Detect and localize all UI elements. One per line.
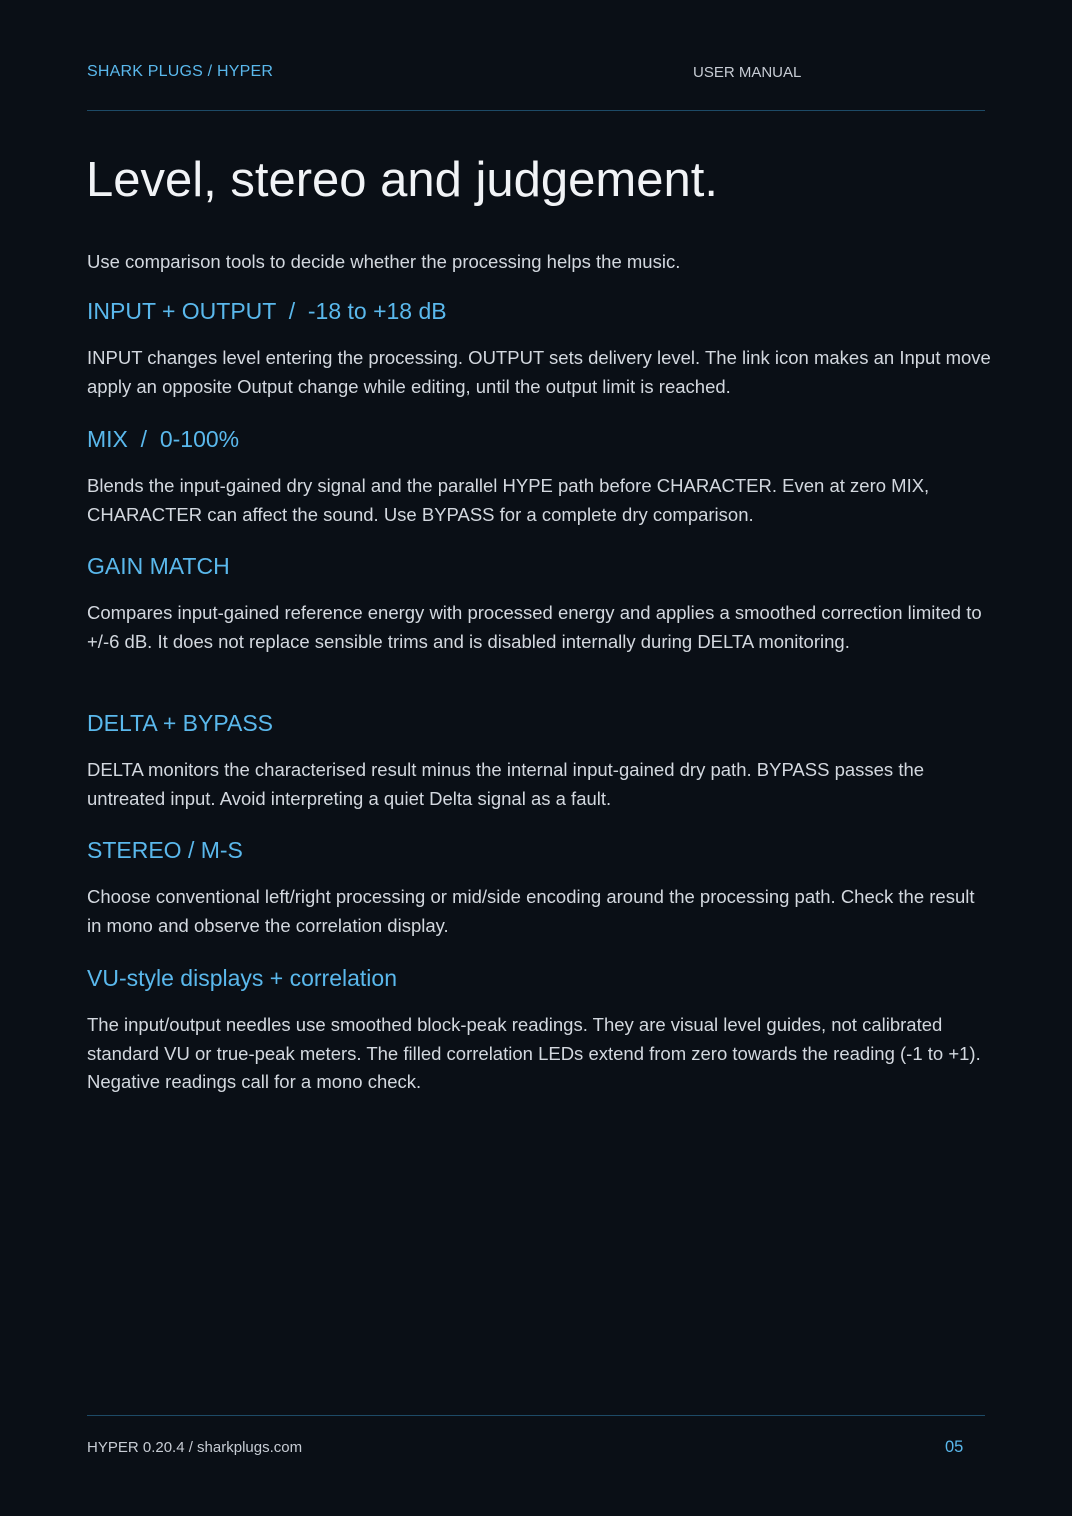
page-number: 05 — [945, 1438, 964, 1456]
section-body-mix: Blends the input-gained dry signal and the parallel HYPE path before CHARACTER. Even at zero MIX, CHARACTER can affect the sound. Use BYPASS for a complete dry comparison. — [87, 475, 930, 525]
section-heading-vu-correlation: VU-style displays + correlation — [87, 965, 397, 991]
section-heading-gain-match: GAIN MATCH — [87, 553, 230, 579]
section-heading-stereo-ms: STEREO / M-S — [87, 837, 243, 863]
section-heading-delta-bypass: DELTA + BYPASS — [87, 710, 273, 736]
section-body-vu-correlation: The input/output needles use smoothed block-peak readings. They are visual level guides, not calibrated standard VU or true-peak meters. The filled correlation LEDs extend from zero towards the reading (-1 to +1). Negative readings call for a mono check. — [87, 1014, 981, 1093]
section-heading-mix: MIX / 0-100% — [87, 426, 240, 452]
running-header-brand: SHARK PLUGS / HYPER — [87, 63, 274, 80]
header-divider — [87, 110, 985, 111]
footer-divider — [87, 1415, 985, 1416]
section-body-stereo-ms: Choose conventional left/right processing or mid/side encoding around the processing path. Check the result in mono and observe the correlation display. — [87, 886, 975, 936]
section-body-gain-match: Compares input-gained reference energy with processed energy and applies a smoothed correction limited to +/-6 dB. It does not replace sensible trims and is disabled internally during DELTA monitoring. — [87, 602, 982, 652]
footer-meta: HYPER 0.20.4 / sharkplugs.com — [87, 1439, 303, 1456]
running-header-doc-type: USER MANUAL — [693, 64, 802, 81]
section-heading-input-output: INPUT + OUTPUT / -18 to +18 dB — [87, 298, 447, 324]
section-body-input-output: INPUT changes level entering the processing. OUTPUT sets delivery level. The link icon makes an Input move apply an opposite Output change while editing, until the output limit is reached. — [87, 347, 991, 397]
intro-paragraph: Use comparison tools to decide whether the processing helps the music. — [87, 251, 681, 272]
page-title: Level, stereo and judgement. — [86, 153, 718, 207]
section-body-delta-bypass: DELTA monitors the characterised result minus the internal input-gained dry path. BYPASS passes the untreated input. Avoid interpreting a quiet Delta signal as a fault. — [87, 759, 925, 809]
